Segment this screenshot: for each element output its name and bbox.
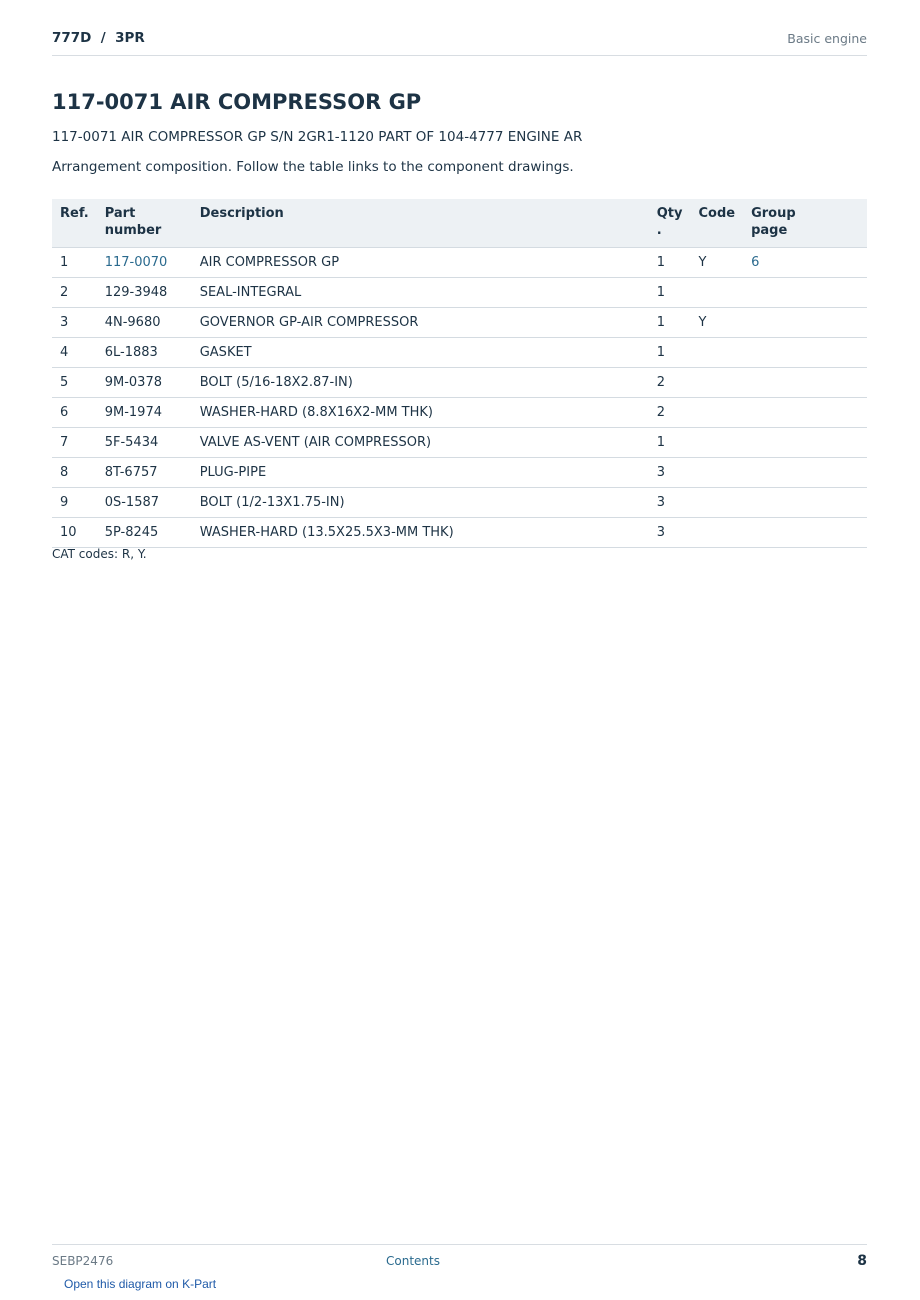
- row-description: GOVERNOR GP-AIR COMPRESSOR: [192, 308, 649, 338]
- row-part-number: 129-3948: [97, 278, 192, 308]
- column-header-group-page: [743, 199, 867, 248]
- running-footer: [52, 1244, 867, 1269]
- parts-table: [52, 199, 867, 548]
- row-description: PLUG-PIPE: [192, 458, 649, 488]
- row-description: BOLT (1/2-13X1.75-IN): [192, 488, 649, 518]
- page-subtitle: 117-0071 AIR COMPRESSOR GP S/N 2GR1-1120 PART OF 104-4777 ENGINE AR: [52, 129, 583, 145]
- row-qty: 2: [649, 398, 691, 428]
- table-row: [52, 248, 867, 278]
- table-row: [52, 458, 867, 488]
- column-header-qty-line1: Qty: [656, 206, 683, 221]
- column-header-description: Description: [192, 199, 649, 248]
- row-ref: 3: [52, 308, 97, 338]
- table-row: [52, 308, 867, 338]
- table-row: [52, 368, 867, 398]
- row-ref: 8: [52, 458, 97, 488]
- column-header-group-line2: page: [751, 223, 788, 238]
- row-ref: 1: [52, 248, 97, 278]
- row-ref: 6: [52, 398, 97, 428]
- row-description: AIR COMPRESSOR GP: [192, 248, 649, 278]
- row-group-page: [743, 248, 867, 278]
- document-page: [52, 0, 867, 1300]
- row-qty: 2: [649, 368, 691, 398]
- intro-text: Arrangement composition. Follow the table links to the component drawings.: [52, 159, 574, 175]
- row-group-page: [743, 458, 867, 488]
- row-ref: 7: [52, 428, 97, 458]
- group-page-link[interactable]: 6: [751, 255, 760, 270]
- row-qty: 1: [649, 248, 691, 278]
- row-qty: 1: [649, 428, 691, 458]
- row-group-page: [743, 338, 867, 368]
- row-ref: 9: [52, 488, 97, 518]
- row-code: [690, 398, 743, 428]
- column-header-ref: Ref.: [52, 199, 97, 248]
- row-qty: 3: [649, 518, 691, 548]
- row-code: Y: [690, 308, 743, 338]
- contents-link[interactable]: Contents: [386, 1254, 440, 1268]
- row-qty: 1: [649, 278, 691, 308]
- column-header-code: Code: [690, 199, 743, 248]
- row-description: WASHER-HARD (8.8X16X2-MM THK): [192, 398, 649, 428]
- row-description: BOLT (5/16-18X2.87-IN): [192, 368, 649, 398]
- row-group-page: [743, 308, 867, 338]
- page-title: 117-0071 AIR COMPRESSOR GP: [52, 90, 422, 114]
- table-row: [52, 338, 867, 368]
- row-code: [690, 278, 743, 308]
- cat-codes-note: CAT codes: R, Y.: [52, 547, 147, 561]
- row-part-number: 9M-0378: [97, 368, 192, 398]
- row-code: [690, 458, 743, 488]
- row-code: [690, 488, 743, 518]
- machine-model: 777D / 3PR: [52, 30, 145, 46]
- part-number-link[interactable]: 117-0070: [104, 255, 168, 270]
- open-kpart-link[interactable]: Open this diagram on K-Part: [64, 1277, 217, 1291]
- row-description: GASKET: [192, 338, 649, 368]
- row-qty: 1: [649, 308, 691, 338]
- column-header-part-number: Part number: [97, 199, 192, 248]
- row-group-page: [743, 368, 867, 398]
- row-code: [690, 518, 743, 548]
- column-header-qty: [649, 199, 691, 248]
- row-code: [690, 428, 743, 458]
- table-row: [52, 488, 867, 518]
- row-part-number: 5F-5434: [97, 428, 192, 458]
- row-group-page: [743, 398, 867, 428]
- table-header-row: [52, 199, 867, 248]
- row-ref: 2: [52, 278, 97, 308]
- row-ref: 4: [52, 338, 97, 368]
- page-number: 8: [857, 1253, 867, 1269]
- row-description: WASHER-HARD (13.5X25.5X3-MM THK): [192, 518, 649, 548]
- row-part-number: 6L-1883: [97, 338, 192, 368]
- row-part-number: 8T-6757: [97, 458, 192, 488]
- row-description: SEAL-INTEGRAL: [192, 278, 649, 308]
- row-ref: 5: [52, 368, 97, 398]
- row-qty: 3: [649, 458, 691, 488]
- row-group-page: [743, 278, 867, 308]
- row-part-number: 5P-8245: [97, 518, 192, 548]
- row-code: [690, 368, 743, 398]
- row-part-number: 9M-1974: [97, 398, 192, 428]
- row-qty: 1: [649, 338, 691, 368]
- table-row: [52, 428, 867, 458]
- row-ref: 10: [52, 518, 97, 548]
- row-group-page: [743, 428, 867, 458]
- row-code: Y: [690, 248, 743, 278]
- row-description: VALVE AS-VENT (AIR COMPRESSOR): [192, 428, 649, 458]
- running-header: [52, 28, 867, 56]
- document-id: SEBP2476: [52, 1254, 114, 1268]
- table-row: [52, 518, 867, 548]
- row-part-number: 0S-1587: [97, 488, 192, 518]
- table-row: [52, 278, 867, 308]
- table-row: [52, 398, 867, 428]
- row-part-number: [97, 248, 192, 278]
- column-header-group-line1: Group: [751, 206, 796, 221]
- row-code: [690, 338, 743, 368]
- row-qty: 3: [649, 488, 691, 518]
- column-header-qty-line2: .: [656, 223, 662, 238]
- section-name: Basic engine: [787, 31, 867, 46]
- row-group-page: [743, 518, 867, 548]
- row-part-number: 4N-9680: [97, 308, 192, 338]
- row-group-page: [743, 488, 867, 518]
